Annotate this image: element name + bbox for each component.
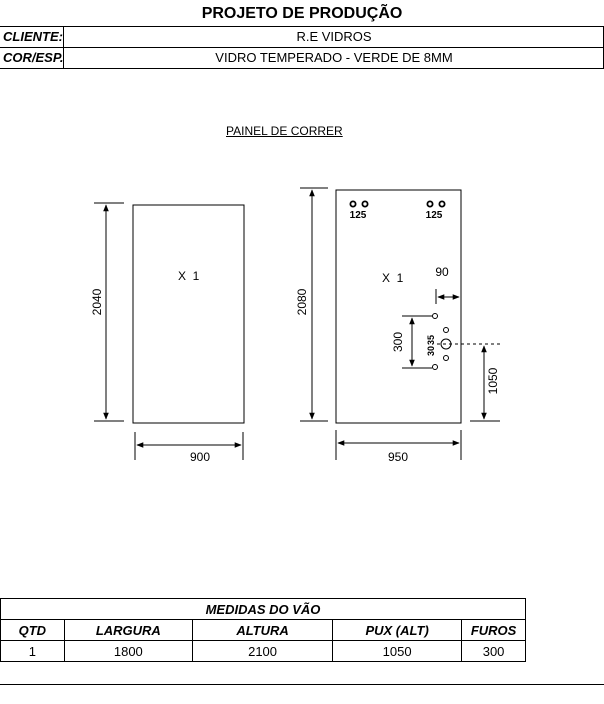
panel-right-height: 2080 (295, 288, 309, 316)
panel-left-outline (133, 205, 244, 423)
cliente-label: CLIENTE: (3, 29, 63, 44)
hole-icon (433, 314, 438, 319)
medidas-table (0, 598, 526, 662)
col-header-pux: PUX (ALT) (333, 620, 462, 641)
cell-pux: 1050 (333, 641, 462, 662)
dim-300-label: 300 (391, 331, 405, 353)
panel-right-width: 950 (387, 450, 409, 464)
panel-left-width: 900 (189, 450, 211, 464)
dim-1050-label: 1050 (486, 367, 500, 395)
panel-right-qty: X 1 (382, 271, 404, 285)
panel-right-outline (336, 190, 461, 423)
hole-icon (350, 201, 355, 206)
col-header-furos: FUROS (462, 620, 526, 641)
cliente-value: R.E VIDROS (296, 29, 372, 44)
table-row (1, 641, 526, 662)
bottom-divider (0, 684, 604, 685)
offset-90-label: 90 (435, 265, 449, 279)
hole-icon (433, 365, 438, 370)
drawing-subtitle: PAINEL DE CORRER (226, 124, 343, 138)
hole-icon (439, 201, 444, 206)
hole-right-label: 125 (425, 210, 443, 221)
cell-altura: 2100 (193, 641, 333, 662)
dim-35-label: 35 (426, 334, 436, 346)
hole-icon (444, 356, 449, 361)
cell-qtd: 1 (1, 641, 65, 662)
cor-label: COR/ESP. (3, 50, 64, 65)
cor-value: VIDRO TEMPERADO - VERDE DE 8MM (215, 50, 453, 65)
panel-left-height: 2040 (90, 288, 104, 316)
col-header-altura: ALTURA (193, 620, 333, 641)
col-header-qtd: QTD (1, 620, 65, 641)
hole-left-label: 125 (349, 210, 367, 221)
medidas-title: MEDIDAS DO VÃO (1, 599, 526, 620)
panel-left-qty: X 1 (178, 269, 200, 283)
hole-icon (427, 201, 432, 206)
dim-30-label: 30 (426, 345, 436, 357)
cell-largura: 1800 (64, 641, 192, 662)
col-header-largura: LARGURA (64, 620, 192, 641)
cell-furos: 300 (462, 641, 526, 662)
hole-icon (362, 201, 367, 206)
page-title: PROJETO DE PRODUÇÃO (201, 5, 403, 22)
hole-icon (444, 328, 449, 333)
